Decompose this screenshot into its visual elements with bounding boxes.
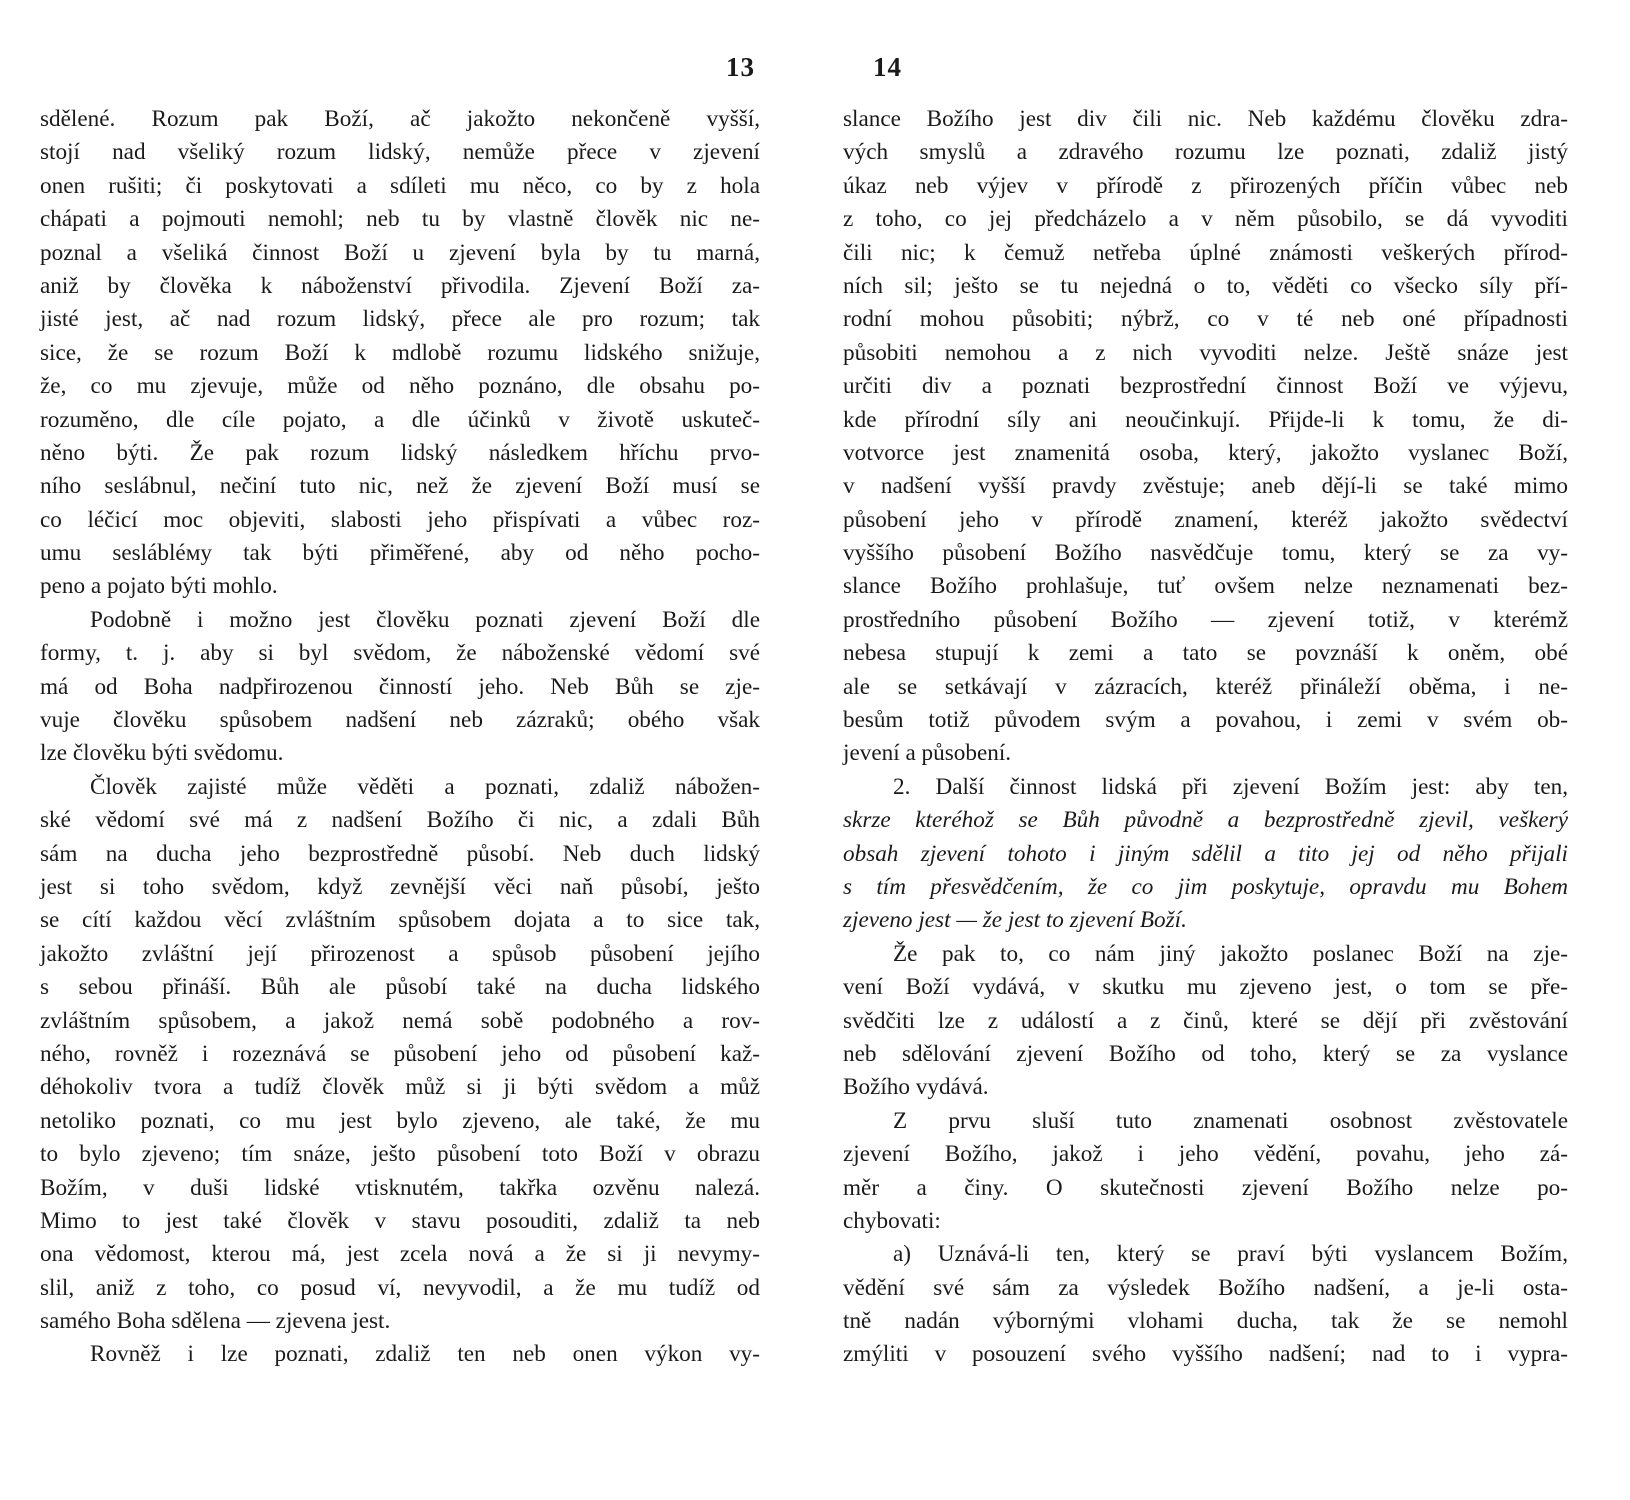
text-line: svědčiti lze z událostí a z činů, které se dějí při zvěstování [843, 1007, 1568, 1034]
text-line: nebesa stupují k zemi a tato se povznáší k oněm, obé [843, 640, 1568, 667]
text-line: v nadšení vyšší pravdy zvěstuje; aneb dějí-li se také mimo [843, 473, 1568, 500]
left-page-text [40, 103, 760, 1372]
text-line: zjevení Božího, jakož i jeho vědění, povahu, jeho zá- [843, 1141, 1568, 1168]
page-number: 14 [873, 52, 902, 82]
text-line: Božího vydává. [843, 1074, 989, 1101]
text-line: votvorce jest znamenitá osoba, který, jakožto vyslanec Boží, [843, 439, 1568, 466]
text-line: čili nic; k čemuž netřeba úplné známosti veškerých přírod- [843, 239, 1568, 266]
page-number: 13 [726, 52, 755, 82]
text-line: skrze kteréhož se Bůh původně a bezprostředně zjevil, veškerý [843, 807, 1568, 834]
text-line: vení Boží vydává, v skutku mu zjeveno jest, o tom se pře- [843, 974, 1568, 1001]
text-line: co léčicí moc objeviti, slabosti jeho přispívati a vůbec roz- [40, 506, 760, 533]
text-line: a) Uznává-li ten, který se praví býti vyslancem Božím, [893, 1241, 1568, 1268]
text-line: se cítí každou věcí zvláštním spůsobem dojata a to sice tak, [40, 907, 760, 934]
text-line: jakožto zvláštní její přirozenost a spůsob působení jejího [40, 940, 760, 967]
text-line: něno býti. Že pak rozum lidský následkem hříchu prvo- [40, 439, 760, 466]
text-line: lze člověku býti svědomu. [40, 740, 284, 767]
text-line: slil, aniž z toho, co posud ví, nevyvodil, a že mu tudíž od [40, 1274, 760, 1301]
text-line: Božím, v duši lidské vtisknutém, takřka ozvěnu nalezá. [40, 1174, 760, 1201]
text-line: slance Božího jest div čili nic. Neb každému člověku zdra- [843, 106, 1568, 132]
text-line: neb sdělování zjevení Božího od toho, který se za vyslance [843, 1040, 1568, 1067]
text-line: vuje člověku spůsobem nadšení neb zázraků; obého však [40, 707, 760, 734]
text-line: zjeveno jest — že jest to zjevení Boží. [843, 907, 1187, 934]
text-line: ních sil; ješto se tu nejedná o to, věděti co všecko síly pří- [843, 272, 1568, 299]
text-line: Že pak to, co nám jiný jakožto poslanec Boží na zje- [893, 940, 1568, 967]
text-line: to bylo zjeveno; tím snáze, ješto působení toto Boží v obrazu [40, 1141, 760, 1168]
text-line: ské vědomí své má z nadšení Božího či nic, a zdali Bůh [40, 807, 760, 834]
text-line: s tím přesvědčením, že co jim poskytuje, opravdu mu Bohem [843, 873, 1568, 900]
text-line: chybovati: [843, 1207, 941, 1234]
text-line: aniž by člověka k náboženství přivodila. Zjevení Boží za- [40, 272, 760, 299]
text-line: besům totiž původem svým a povahou, i zemi v svém ob- [843, 707, 1568, 734]
text-line: vědění své sám za výsledek Božího nadšení, a je-li osta- [843, 1274, 1568, 1301]
text-line: jisté jest, ač nad rozum lidský, přece ale pro rozum; tak [40, 306, 760, 333]
text-line: vých smyslů a zdravého rozumu lze poznati, zdaliž jistý [843, 139, 1568, 166]
text-line: ného, rovněž i rozeznává se působení jeho od působení kaž- [40, 1040, 760, 1067]
text-line: Rovněž i lze poznati, zdaliž ten neb onen výkon vy- [90, 1341, 760, 1368]
text-line: netoliko poznati, co mu jest bylo zjeveno, ale také, že mu [40, 1107, 760, 1134]
text-line: ního seslábnul, nečiní tuto nic, než že zjevení Boží musí se [40, 473, 760, 500]
text-line: rodní mohou působiti; nýbrž, co v té neb oné případnosti [843, 306, 1568, 333]
text-line: určiti div a poznati bezprostřední činnost Boží ve výjevu, [843, 373, 1568, 400]
text-line: sám na ducha jeho bezprostředně působí. Neb duch lidský [40, 840, 760, 867]
text-line: poznal a všeliká činnost Boží u zjevení byla by tu marná, [40, 239, 760, 266]
text-line: stojí nad všeliký rozum lidský, nemůže přece v zjevení [40, 139, 760, 166]
right-page [815, 0, 1630, 1500]
text-line: vyššího působení Božího nasvědčuje tomu, který se za vy- [843, 540, 1568, 567]
text-line: déhokoliv tvora a tudíž člověk můž si ji býti svědom a můž [40, 1074, 760, 1101]
text-line: Mimo to jest také člověk v stavu posouditi, zdaliž ta neb [40, 1207, 760, 1234]
text-line: kde přírodní síly ani neoučinkují. Přijde-li k tomu, že di- [843, 406, 1568, 433]
text-line: zmýliti v posouzení svého vyššího nadšení; nad to i vypra- [843, 1341, 1568, 1368]
text-line: ale se setkávají v zázracích, kteréž přináleží oběma, i ne- [843, 673, 1568, 700]
text-line: samého Boha sdělena — zjevena jest. [40, 1308, 391, 1335]
text-line: z toho, co jej předcházelo a v něm působilo, se dá vyvoditi [843, 206, 1568, 233]
text-line: působiti nemohou a z nich vyvoditi nelze. Ještě snáze jest [843, 339, 1568, 366]
text-line: Člověk zajisté může věděti a poznati, zdaliž nábožen- [90, 773, 760, 800]
text-line: prostředního působení Božího — zjevení totiž, v kterémž [843, 606, 1568, 633]
text-line: umu seslábléму tak býti přiměřené, aby od něho pocho- [40, 540, 760, 567]
text-line: s sebou přináší. Bůh ale působí také na ducha lidského [40, 974, 760, 1001]
text-line: úkaz neb výjev v přírodě z přirozených příčin vůbec neb [843, 172, 1568, 199]
text-line: působení jeho v přírodě znamení, kteréž jakožto svědectví [843, 506, 1568, 533]
text-line: měr a činy. O skutečnosti zjevení Božího nelze po- [843, 1174, 1568, 1201]
text-line: jevení a působení. [843, 740, 1012, 767]
text-line: peno a pojato býti mohlo. [40, 573, 278, 600]
text-line: Podobně i možno jest člověku poznati zjevení Boží dle [90, 606, 760, 633]
text-line: ona vědomost, kterou má, jest zcela nová a že si ji nevymy- [40, 1241, 760, 1268]
text-line: Z prvu sluší tuto znamenati osobnost zvěstovatele [893, 1107, 1568, 1134]
text-line: chápati a pojmouti nemohl; neb tu by vlastně člověk nic ne- [40, 206, 760, 233]
text-line: slance Božího prohlašuje, tuť ovšem nelze neznamenati bez- [843, 573, 1568, 600]
text-line: sdělené. Rozum pak Boží, ač jakožto nekončeně vyšší, [40, 106, 760, 132]
text-line: onen rušiti; či poskytovati a sdíleti mu něco, co by z hola [40, 172, 760, 199]
text-line: že, co mu zjevuje, může od něho poznáno, dle obsahu po- [40, 373, 760, 400]
text-line: obsah zjevení tohoto i jiným sdělil a tito jej od něho přijali [843, 840, 1568, 867]
text-line: zvláštním spůsobem, a jakož nemá sobě podobného a rov- [40, 1007, 760, 1034]
right-page-text [843, 103, 1568, 1372]
text-line: sice, že se rozum Boží k mdlobě rozumu lidského snižuje, [40, 339, 760, 366]
text-line: tně nadán výbornými vlohami ducha, tak že se nemohl [843, 1308, 1568, 1335]
text-line: rozuměno, dle cíle pojato, a dle účinků v životě uskuteč- [40, 406, 760, 433]
text-line: 2. Další činnost lidská při zjevení Božím jest: aby ten, [893, 773, 1568, 800]
text-line: jest si toho svědom, když zevnější věci naň působí, ješto [40, 873, 760, 900]
text-line: formy, t. j. aby si byl svědom, že náboženské vědomí své [40, 640, 760, 667]
text-line: má od Boha nadpřirozenou činností jeho. Neb Bůh se zje- [40, 673, 760, 700]
